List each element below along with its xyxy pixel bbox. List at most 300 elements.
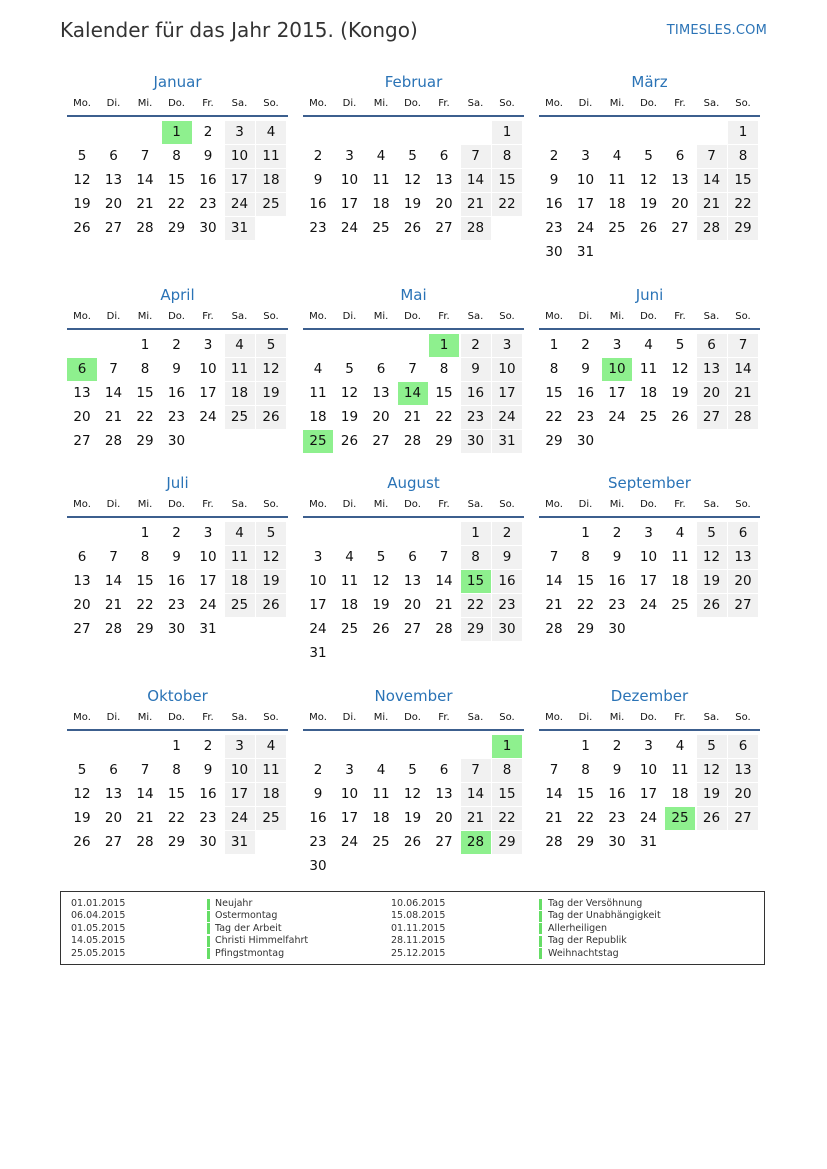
day-cell: 19: [256, 382, 286, 405]
day-cell: 2: [172, 525, 181, 541]
day-cell: 31: [576, 244, 595, 260]
weekday-header: Fr.: [438, 499, 450, 510]
day-cell: 24: [309, 621, 327, 637]
day-cell: 24: [340, 220, 359, 236]
weekday-header: So.: [263, 311, 279, 322]
day-cell: 9: [203, 148, 213, 164]
day-cell: 23: [608, 597, 626, 613]
holiday-date: 15.08.2015: [391, 910, 446, 922]
day-cell: 27: [671, 220, 689, 236]
holiday-marker: [207, 923, 210, 934]
day-cell: 6: [376, 361, 386, 377]
day-cell: 17: [608, 385, 626, 401]
weekday-header: Do.: [404, 712, 421, 723]
day-cell: 27: [73, 433, 91, 449]
day-cell: 26: [403, 220, 422, 236]
day-cell: 9: [172, 361, 181, 377]
day-cell: 1: [549, 337, 559, 353]
weekday-header: Mi.: [137, 712, 153, 723]
day-cell: 19: [403, 196, 422, 212]
day-cell: 15: [492, 169, 522, 192]
weekday-header: Sa.: [703, 98, 720, 109]
day-cell: 27: [435, 220, 453, 236]
weekday-header: Di.: [342, 311, 357, 322]
day-cell: 4: [345, 549, 354, 565]
month-title: Mai: [400, 286, 427, 304]
day-cell: 22: [492, 193, 522, 216]
day-cell: 30: [608, 621, 626, 637]
day-cell: 6: [675, 148, 685, 164]
day-cell: 25: [372, 220, 390, 236]
day-cell: 12: [256, 546, 286, 569]
day-cell: 8: [439, 361, 449, 377]
weekday-header: Sa.: [703, 712, 720, 723]
day-cell: 17: [199, 573, 217, 589]
day-cell: 18: [608, 196, 626, 212]
holiday-date: 14.05.2015: [71, 935, 126, 947]
day-cell: 8: [140, 549, 150, 565]
day-cell: 2: [549, 148, 559, 164]
day-cell: 1: [140, 337, 150, 353]
day-cell: 30: [309, 858, 327, 874]
day-cell: 3: [345, 148, 354, 164]
day-cell: 3: [492, 334, 522, 357]
day-cell: 6: [77, 549, 87, 565]
weekday-header: So.: [735, 499, 751, 510]
day-cell: 13: [435, 172, 453, 188]
day-cell: 22: [545, 409, 563, 425]
day-cell: 6: [697, 334, 727, 357]
day-cell: 24: [576, 220, 595, 236]
day-cell: 9: [313, 172, 323, 188]
day-cell: 30: [608, 834, 626, 850]
day-cell: 8: [549, 361, 559, 377]
day-cell: 11: [372, 172, 390, 188]
day-cell: 20: [104, 196, 123, 212]
day-cell: 5: [697, 522, 727, 545]
holiday-name: Tag der Republik: [548, 935, 627, 947]
day-cell: 13: [104, 172, 123, 188]
day-cell: 9: [461, 358, 491, 381]
day-cell: 11: [372, 786, 390, 802]
day-cell: 20: [697, 382, 727, 405]
day-cell: 22: [576, 810, 595, 826]
day-cell: 13: [728, 759, 758, 782]
holiday-marker: [539, 899, 542, 910]
holiday-marker: [539, 923, 542, 934]
day-cell: 18: [225, 382, 255, 405]
weekday-header: Di.: [106, 712, 121, 723]
day-cell: 18: [372, 810, 390, 826]
day-cell: 9: [492, 546, 522, 569]
weekday-header: Mo.: [545, 311, 563, 322]
weekday-header: Mo.: [545, 98, 563, 109]
day-cell: 20: [728, 570, 758, 593]
weekday-header: Sa.: [231, 499, 248, 510]
day-cell: 22: [728, 193, 758, 216]
day-cell: 1: [728, 121, 758, 144]
day-cell: 4: [612, 148, 622, 164]
day-cell: 20: [728, 783, 758, 806]
day-cell: 10: [340, 172, 359, 188]
day-cell: 2: [203, 738, 213, 754]
holiday-marker: [207, 899, 210, 910]
weekday-header: So.: [263, 712, 279, 723]
day-cell: 3: [203, 525, 213, 541]
day-cell: 12: [403, 172, 422, 188]
weekday-header: So.: [735, 98, 751, 109]
day-cell: 11: [340, 573, 359, 589]
day-cell: 21: [728, 382, 758, 405]
day-cell: 5: [376, 549, 386, 565]
day-cell: 14: [136, 172, 154, 188]
day-cell: 30: [167, 621, 186, 637]
day-cell: 16: [608, 573, 626, 589]
weekday-header: Fr.: [438, 98, 450, 109]
day-cell: 25: [608, 220, 626, 236]
weekday-header: Mo.: [73, 499, 91, 510]
day-cell: 25: [225, 594, 255, 617]
day-cell: 9: [172, 549, 181, 565]
weekday-header: So.: [499, 98, 515, 109]
weekday-header: Do.: [168, 311, 185, 322]
month-title: März: [631, 73, 668, 91]
day-cell: 10: [340, 786, 359, 802]
day-cell: 30: [545, 244, 563, 260]
day-cell: 19: [639, 196, 658, 212]
day-cell: 26: [697, 807, 727, 830]
day-cell: 11: [225, 358, 255, 381]
day-cell: 18: [256, 169, 286, 192]
day-cell: 16: [199, 172, 217, 188]
day-cell: 5: [77, 148, 87, 164]
day-cell: 18: [256, 783, 286, 806]
day-cell: 21: [403, 409, 422, 425]
day-cell: 29: [136, 433, 154, 449]
day-cell: 20: [671, 196, 689, 212]
day-cell: 16: [167, 385, 186, 401]
day-cell: 10: [199, 549, 217, 565]
weekday-header: So.: [499, 499, 515, 510]
day-cell: 27: [372, 433, 390, 449]
weekday-header: Mo.: [309, 98, 327, 109]
day-cell: 24: [608, 409, 626, 425]
weekday-header: So.: [735, 712, 751, 723]
holiday-day-cell: 1: [162, 121, 192, 144]
day-cell: 5: [345, 361, 354, 377]
holiday-day-cell: 15: [461, 570, 491, 593]
day-cell: 24: [225, 807, 255, 830]
day-cell: 15: [136, 573, 154, 589]
day-cell: 19: [697, 570, 727, 593]
day-cell: 19: [403, 810, 422, 826]
day-cell: 26: [697, 594, 727, 617]
day-cell: 29: [545, 433, 563, 449]
day-cell: 12: [403, 786, 422, 802]
day-cell: 7: [549, 549, 559, 565]
day-cell: 28: [461, 217, 491, 240]
day-cell: 8: [461, 546, 491, 569]
day-cell: 24: [639, 810, 658, 826]
day-cell: 16: [167, 573, 186, 589]
day-cell: 9: [612, 762, 622, 778]
day-cell: 15: [167, 172, 186, 188]
weekday-header: Fr.: [202, 98, 214, 109]
day-cell: 15: [435, 385, 453, 401]
day-cell: 4: [225, 334, 255, 357]
holiday-marker: [207, 936, 210, 947]
day-cell: 5: [256, 522, 286, 545]
day-cell: 23: [576, 409, 595, 425]
day-cell: 24: [340, 834, 359, 850]
day-cell: 12: [639, 172, 658, 188]
day-cell: 11: [671, 762, 689, 778]
weekday-header: Mi.: [373, 499, 389, 510]
day-cell: 10: [225, 145, 255, 168]
weekday-header: Di.: [578, 499, 593, 510]
brand-link[interactable]: TIMESLES.COM: [666, 23, 767, 38]
day-cell: 26: [256, 594, 286, 617]
weekday-header: Mo.: [545, 712, 563, 723]
holiday-day-cell: 14: [398, 382, 428, 405]
day-cell: 17: [340, 810, 359, 826]
page-title: Kalender für das Jahr 2015. (Kongo): [60, 18, 418, 42]
day-cell: 23: [167, 409, 186, 425]
day-cell: 26: [403, 834, 422, 850]
day-cell: 4: [225, 522, 255, 545]
weekday-header: Di.: [106, 311, 121, 322]
day-cell: 25: [340, 621, 359, 637]
month-title: April: [160, 286, 195, 304]
day-cell: 12: [73, 786, 91, 802]
weekday-header: Sa.: [703, 311, 720, 322]
day-cell: 20: [372, 409, 390, 425]
weekday-header: Do.: [640, 712, 657, 723]
day-cell: 27: [697, 406, 727, 429]
day-cell: 18: [340, 597, 359, 613]
header-divider: [67, 516, 288, 518]
day-cell: 3: [581, 148, 590, 164]
day-cell: 21: [461, 807, 491, 830]
day-cell: 28: [104, 621, 123, 637]
day-cell: 30: [199, 220, 217, 236]
holiday-name: Neujahr: [215, 898, 253, 909]
day-cell: 17: [225, 169, 255, 192]
day-cell: 21: [461, 193, 491, 216]
day-cell: 26: [372, 621, 390, 637]
day-cell: 7: [140, 148, 150, 164]
day-cell: 2: [492, 522, 522, 545]
day-cell: 3: [225, 121, 255, 144]
day-cell: 13: [73, 385, 91, 401]
day-cell: 19: [73, 196, 91, 212]
day-cell: 19: [256, 570, 286, 593]
holiday-marker: [539, 936, 542, 947]
day-cell: 8: [172, 148, 181, 164]
weekday-header: Sa.: [467, 499, 484, 510]
day-cell: 28: [545, 834, 563, 850]
header-divider: [539, 729, 760, 731]
day-cell: 14: [136, 786, 154, 802]
day-cell: 2: [172, 337, 181, 353]
day-cell: 28: [435, 621, 453, 637]
weekday-header: Mo.: [309, 712, 327, 723]
holiday-date: 10.06.2015: [391, 898, 446, 909]
day-cell: 1: [172, 738, 181, 754]
weekday-header: Fr.: [674, 499, 686, 510]
day-cell: 22: [461, 594, 491, 617]
day-cell: 25: [639, 409, 658, 425]
day-cell: 1: [461, 522, 491, 545]
day-cell: 16: [608, 786, 626, 802]
day-cell: 17: [639, 786, 658, 802]
day-cell: 29: [435, 433, 453, 449]
day-cell: 11: [671, 549, 689, 565]
day-cell: 31: [492, 430, 522, 453]
day-cell: 2: [313, 148, 323, 164]
day-cell: 21: [136, 196, 154, 212]
day-cell: 11: [608, 172, 626, 188]
day-cell: 17: [199, 385, 217, 401]
day-cell: 28: [104, 433, 123, 449]
day-cell: 18: [225, 570, 255, 593]
day-cell: 20: [73, 597, 91, 613]
day-cell: 8: [492, 145, 522, 168]
header-divider: [539, 115, 760, 117]
day-cell: 1: [581, 525, 590, 541]
weekday-header: So.: [499, 311, 515, 322]
day-cell: 23: [461, 406, 491, 429]
day-cell: 31: [225, 217, 255, 240]
holiday-legend: [60, 891, 765, 965]
day-cell: 6: [728, 522, 758, 545]
day-cell: 31: [309, 645, 327, 661]
day-cell: 13: [671, 172, 689, 188]
day-cell: 3: [203, 337, 213, 353]
weekday-header: Di.: [578, 311, 593, 322]
day-cell: 31: [639, 834, 658, 850]
day-cell: 9: [581, 361, 590, 377]
weekday-header: Do.: [168, 499, 185, 510]
day-cell: 25: [225, 406, 255, 429]
day-cell: 14: [104, 573, 123, 589]
day-cell: 10: [639, 549, 658, 565]
weekday-header: Mo.: [309, 311, 327, 322]
day-cell: 20: [435, 810, 453, 826]
day-cell: 4: [376, 148, 386, 164]
month-title: Februar: [384, 73, 443, 91]
day-cell: 13: [697, 358, 727, 381]
day-cell: 28: [136, 220, 154, 236]
day-cell: 19: [671, 385, 689, 401]
day-cell: 24: [492, 406, 522, 429]
day-cell: 17: [225, 783, 255, 806]
day-cell: 30: [576, 433, 595, 449]
day-cell: 23: [545, 220, 563, 236]
day-cell: 19: [340, 409, 359, 425]
day-cell: 6: [408, 549, 417, 565]
day-cell: 18: [372, 196, 390, 212]
day-cell: 22: [167, 196, 186, 212]
holiday-name: Allerheiligen: [548, 922, 608, 934]
day-cell: 4: [313, 361, 323, 377]
holiday-marker: [207, 911, 210, 922]
day-cell: 31: [199, 621, 217, 637]
day-cell: 4: [376, 762, 386, 778]
weekday-header: So.: [499, 712, 515, 723]
weekday-header: Sa.: [467, 712, 484, 723]
day-cell: 10: [309, 573, 327, 589]
day-cell: 6: [728, 735, 758, 758]
day-cell: 1: [492, 121, 522, 144]
holiday-day-cell: 6: [67, 358, 97, 381]
day-cell: 5: [644, 148, 653, 164]
weekday-header: Mi.: [137, 499, 153, 510]
day-cell: 27: [104, 220, 123, 236]
day-cell: 13: [728, 546, 758, 569]
day-cell: 3: [612, 337, 622, 353]
day-cell: 8: [581, 762, 590, 778]
day-cell: 14: [104, 385, 123, 401]
day-cell: 27: [728, 594, 758, 617]
day-cell: 8: [172, 762, 181, 778]
weekday-header: So.: [735, 311, 751, 322]
weekday-header: Mo.: [309, 499, 327, 510]
weekday-header: Mi.: [373, 98, 389, 109]
day-cell: 5: [77, 762, 87, 778]
weekday-header: Do.: [640, 98, 657, 109]
day-cell: 30: [492, 618, 522, 641]
day-cell: 14: [728, 358, 758, 381]
weekday-header: Mi.: [137, 98, 153, 109]
day-cell: 27: [728, 807, 758, 830]
holiday-name: Weihnachtstag: [548, 947, 619, 959]
day-cell: 28: [545, 621, 563, 637]
weekday-header: Mi.: [137, 311, 153, 322]
day-cell: 22: [576, 597, 595, 613]
day-cell: 12: [256, 358, 286, 381]
day-cell: 4: [256, 735, 286, 758]
weekday-header: Mi.: [609, 98, 625, 109]
day-cell: 9: [203, 762, 213, 778]
weekday-header: Mi.: [609, 499, 625, 510]
weekday-header: Mi.: [373, 712, 389, 723]
day-cell: 16: [199, 786, 217, 802]
weekday-header: Mo.: [545, 499, 563, 510]
weekday-header: Fr.: [674, 311, 686, 322]
day-cell: 26: [340, 433, 359, 449]
day-cell: 9: [612, 549, 622, 565]
day-cell: 16: [492, 570, 522, 593]
day-cell: 16: [576, 385, 595, 401]
day-cell: 17: [639, 573, 658, 589]
day-cell: 18: [309, 409, 327, 425]
day-cell: 24: [225, 193, 255, 216]
day-cell: 17: [340, 196, 359, 212]
header-divider: [67, 115, 288, 117]
day-cell: 8: [140, 361, 150, 377]
day-cell: 1: [140, 525, 150, 541]
day-cell: 5: [408, 762, 417, 778]
weekday-header: Fr.: [438, 712, 450, 723]
day-cell: 13: [372, 385, 390, 401]
day-cell: 14: [461, 783, 491, 806]
day-cell: 14: [697, 169, 727, 192]
day-cell: 8: [492, 759, 522, 782]
header-divider: [67, 729, 288, 731]
day-cell: 15: [728, 169, 758, 192]
holiday-date: 06.04.2015: [71, 910, 126, 922]
